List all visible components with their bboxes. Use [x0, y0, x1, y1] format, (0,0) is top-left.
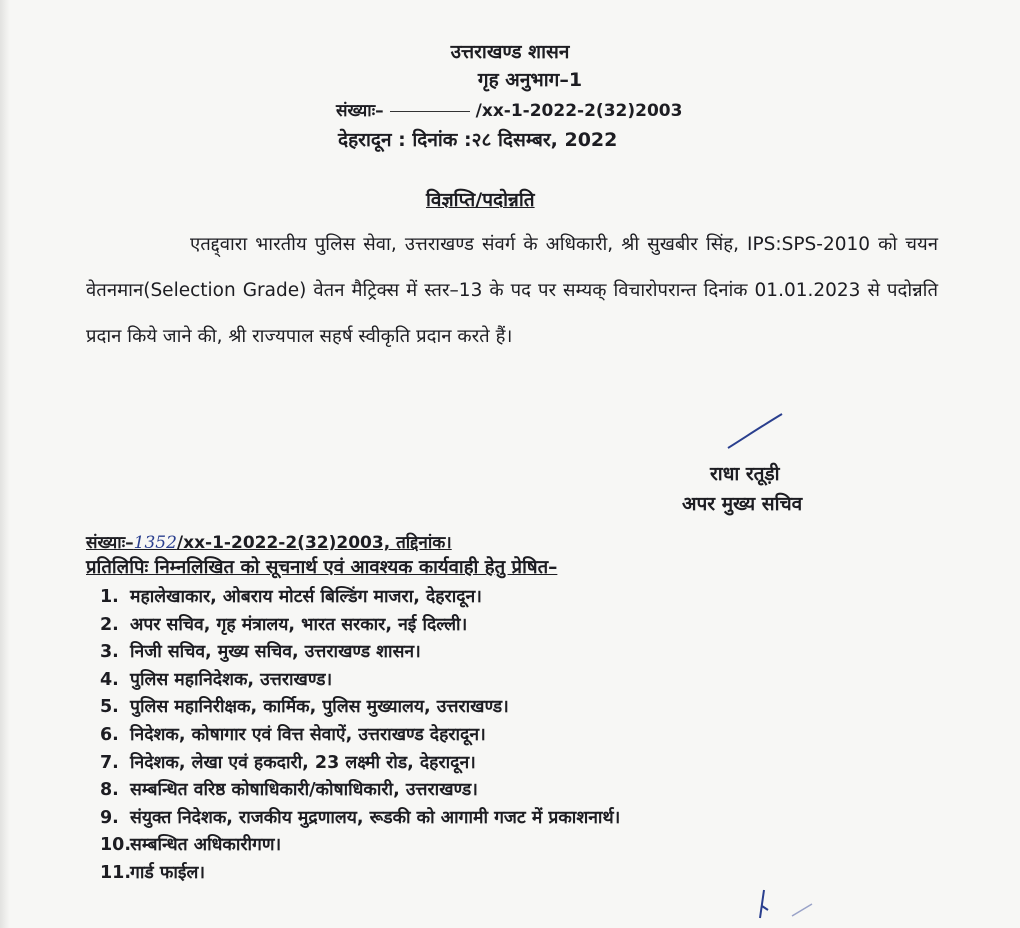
- list-item-text: निदेशक, लेखा एवं हकदारी, 23 लक्ष्मी रोड, देहरादून।: [130, 752, 476, 773]
- page-edge-shadow: [0, 0, 10, 928]
- department-section: गृह अनुभाग–1: [477, 69, 583, 91]
- list-item-text: अपर सचिव, गृह मंत्रालय, भारत सरकार, नई दिल्ली।: [130, 614, 468, 635]
- list-item-number: 2.: [100, 614, 119, 635]
- copy-reference: [86, 530, 452, 553]
- list-item: [100, 750, 620, 778]
- list-item: [100, 639, 620, 667]
- list-item: [100, 777, 620, 805]
- notice-body: एतद्द्वारा भारतीय पुलिस सेवा, उत्तराखण्ड संवर्ग के अधिकारी, श्री सुखबीर सिंह, IPS:SPS-2010 को चयन वेतनमान(Selection Grade) वेतन मैट्रिक्स में स्तर–13 के पद पर सम्यक् विचारोपरान्त दिनांक 01.01.2023 से पदोन्नति प्रदान किये जाने की, श्री राज्यपाल सहर्ष स्वीकृति प्रदान करते हैं।: [86, 234, 938, 347]
- signatory-name: राधा रतूड़ी: [710, 463, 780, 485]
- recipient-list: [100, 584, 620, 888]
- list-item-number: 4.: [100, 669, 119, 690]
- list-item: [100, 722, 620, 750]
- reference-number: [336, 98, 682, 121]
- list-item-number: 6.: [100, 724, 119, 745]
- list-item: [100, 805, 620, 833]
- list-item: [100, 612, 620, 640]
- list-item-text: निदेशक, कोषागार एवं वित्त सेवाऐं, उत्तराखण्ड देहरादून।: [130, 724, 486, 745]
- list-item-text: महालेखाकार, ओबराय मोटर्स बिल्डिंग माजरा, देहरादून।: [130, 587, 482, 607]
- list-item-text: पुलिस महानिरीक्षक, कार्मिक, पुलिस मुख्यालय, उत्तराखण्ड।: [130, 697, 509, 718]
- list-item-number: 5.: [100, 697, 119, 718]
- list-item-number: 8.: [100, 780, 119, 801]
- list-item-number: 1.: [100, 587, 119, 607]
- issuing-authority: उत्तराखण्ड शासन: [450, 41, 570, 63]
- reference-code: /xx-1-2022-2(32)2003: [475, 101, 683, 121]
- list-item-text: सम्बन्धित अधिकारीगण।: [130, 835, 282, 856]
- list-item-number: 10.: [100, 835, 132, 856]
- issue-date: देहरादून : दिनांक :२८ दिसम्बर, 2022: [338, 129, 618, 151]
- reference-label: संख्याः–: [336, 101, 384, 121]
- notice-subject: विज्ञप्ति/पदोन्नति: [426, 189, 535, 211]
- signature-stroke: [726, 412, 784, 452]
- list-item-text: पुलिस महानिदेशक, उत्तराखण्ड।: [130, 669, 333, 690]
- copy-heading: प्रतिलिपिः निम्नलिखित को सूचनार्थ एवं आवश्यक कार्यवाही हेतु प्रेषित–: [86, 557, 558, 578]
- list-item: [100, 860, 620, 888]
- list-item: [100, 694, 620, 722]
- list-item-text: गार्ड फाईल।: [130, 862, 205, 883]
- list-item-number: 3.: [100, 642, 119, 663]
- list-item-number: 9.: [100, 807, 119, 828]
- initial-mark: [752, 886, 822, 920]
- handwritten-dispatch-number: 1352: [133, 533, 177, 553]
- list-item: [100, 667, 620, 695]
- list-item-text: निजी सचिव, मुख्य सचिव, उत्तराखण्ड शासन।: [130, 642, 421, 663]
- list-item-number: 7.: [100, 752, 119, 773]
- copy-reference-code: /xx-1-2022-2(32)2003, तद्दिनांक।: [176, 533, 452, 553]
- list-item-text: संयुक्त निदेशक, राजकीय मुद्रणालय, रूडकी को आगामी गजट में प्रकाशनार्थ।: [130, 807, 621, 828]
- copy-reference-label: संख्याः–: [86, 533, 134, 553]
- list-item-number: 11.: [100, 862, 132, 883]
- list-item: [100, 832, 620, 860]
- reference-blank: [390, 111, 470, 112]
- signatory-designation: अपर मुख्य सचिव: [682, 493, 803, 515]
- list-item: [100, 584, 620, 612]
- list-item-text: सम्बन्धित वरिष्ठ कोषाधिकारी/कोषाधिकारी, उत्तराखण्ड।: [130, 780, 478, 801]
